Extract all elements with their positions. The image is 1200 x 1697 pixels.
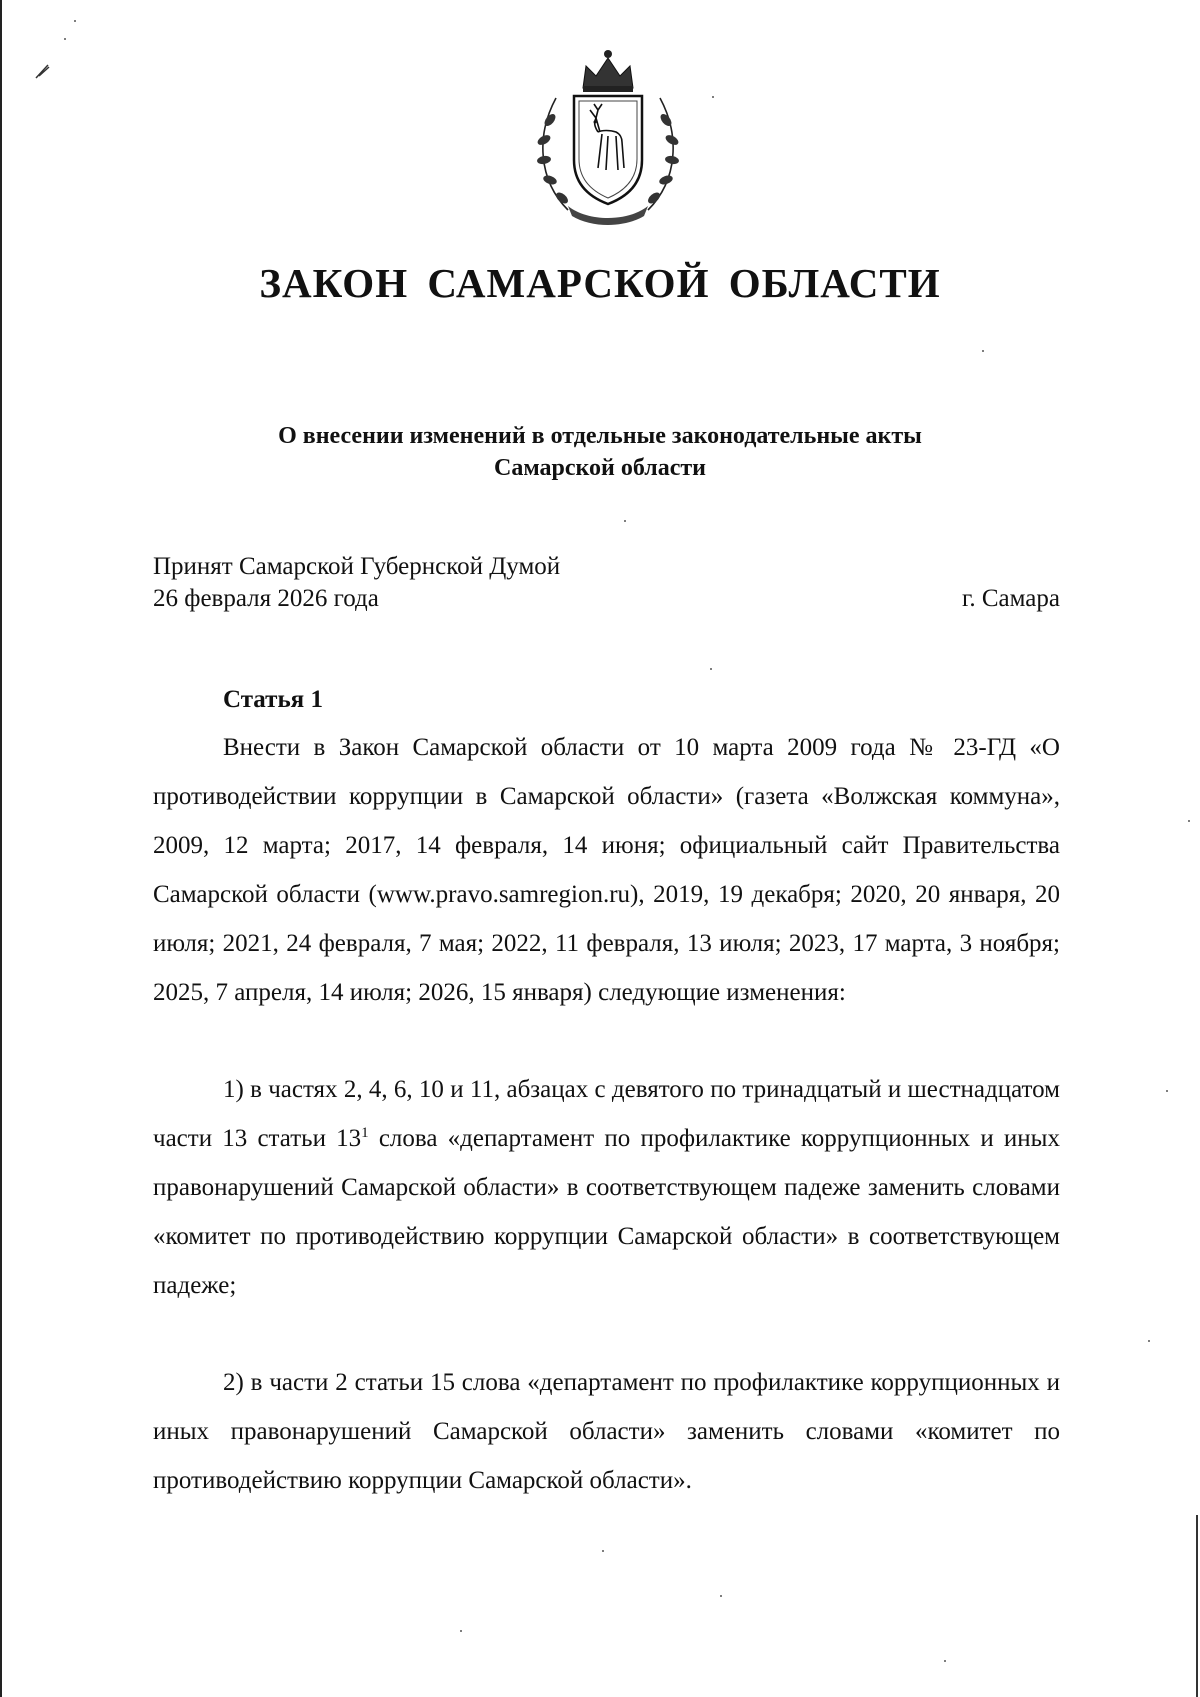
adoption-date: 26 февраля 2026 года [153, 585, 379, 612]
scan-edge [1196, 1515, 1198, 1697]
scan-speck [944, 1660, 946, 1662]
law-subject [0, 420, 1200, 484]
scan-speck [982, 350, 984, 352]
superscript-index: 1 [361, 1125, 369, 1141]
law-subject-line: О внесении изменений в отдельные законодательные акты [278, 423, 922, 449]
scan-speck [1166, 1090, 1168, 1092]
scan-speck [712, 96, 714, 98]
article-paragraph [153, 1065, 1060, 1310]
scan-speck [460, 1630, 462, 1632]
article-paragraph: 2) в части 2 статьи 15 слова «департамент по профилактике коррупционных и иных правонарушений Самарской области» заменить словами «комитет по противодействию коррупции Самарской области». [153, 1369, 1060, 1494]
paragraph-text: 1) в частях 2, 4, 6, 10 и 11, абзацах с девятого по тринадцатый и шестнадцатом части 13 статьи 13 [153, 1076, 1060, 1152]
scan-speck [720, 1595, 722, 1597]
city: г. Самара [961, 585, 1060, 612]
scan-speck [602, 1550, 604, 1552]
scan-speck [1148, 1340, 1150, 1342]
scan-edge [0, 0, 2, 1697]
article-heading: Статья 1 [223, 686, 323, 713]
scan-speck [710, 668, 712, 670]
law-subject-line: Самарской области [494, 455, 706, 481]
scan-speck [74, 20, 76, 22]
law-title: ЗАКОН САМАРСКОЙ ОБЛАСТИ [259, 260, 941, 306]
scan-speck [64, 38, 66, 40]
adoption-info [153, 551, 560, 615]
scan-speck [624, 520, 626, 522]
adopted-by: Принят Самарской Губернской Думой [153, 553, 561, 580]
samara-oblast-coat-of-arms-icon [528, 40, 688, 226]
paragraph-text: слова «департамент по профилактике коррупционных и иных правонарушений Самарской области» в соответствующем падеже заменить словами «комитет по противодействию коррупции Самарской области» в соответствующем падеже; [153, 1125, 1060, 1299]
article-paragraph: Внести в Закон Самарской области от 10 марта 2009 года № 23-ГД «О противодействии коррупции в Самарской области» (газета «Волжская коммуна», 2009, 12 марта; 2017, 14 февраля, 14 июня; официальный сайт Правительства Самарской области (www.pravo.samregion.ru), 2019, 19 декабря; 2020, 20 января, 20 июля; 2021, 24 февраля, 7 мая; 2022, 11 февраля, 13 июля; 2023, 17 марта, 3 ноября; 2025, 7 апреля, 14 июля; 2026, 15 января) следующие изменения: [153, 734, 1060, 1006]
scan-speck [1188, 820, 1190, 822]
pen-mark-icon [34, 62, 52, 80]
